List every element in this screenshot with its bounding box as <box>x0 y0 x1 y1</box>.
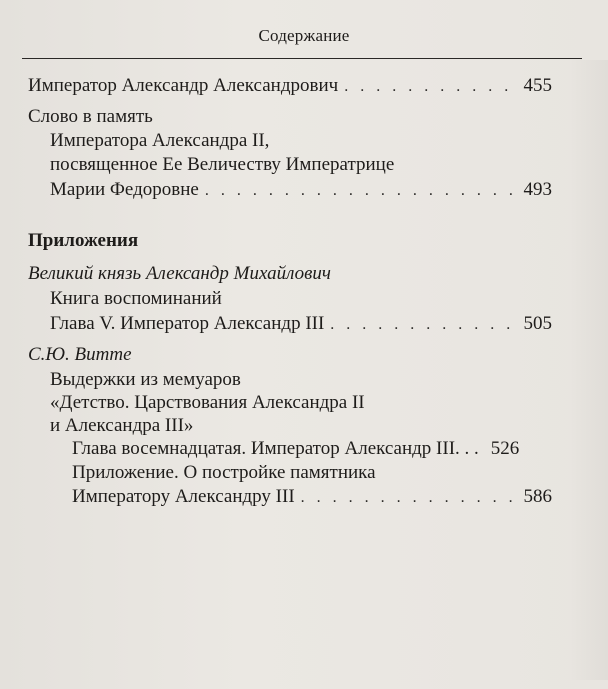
toc-entry-title: Глава восемнадцатая. Император Александр III. . . <box>72 438 479 459</box>
toc-entry-line: Книга воспоминаний <box>50 288 222 309</box>
toc-entry-line: Слово в память <box>28 106 153 127</box>
running-head: Содержание <box>258 26 350 45</box>
toc-entry-line: «Детство. Царствования Александра II <box>50 392 365 413</box>
toc-page-number: 526 <box>490 438 520 459</box>
toc-entry-line: Приложение. О постройке памятника <box>72 462 376 483</box>
toc-entry <box>28 74 552 99</box>
dot-leader <box>205 179 520 203</box>
dot-leader <box>344 75 519 99</box>
toc-page-number: 505 <box>523 313 552 334</box>
toc-page-number: 493 <box>523 179 552 200</box>
toc-entry <box>72 485 552 510</box>
dot-leader <box>301 486 520 510</box>
show-through-shadow <box>568 60 608 680</box>
toc-author: С.Ю. Витте <box>28 344 132 365</box>
toc-entry <box>50 312 552 337</box>
toc-entry-title: Император Александр Александрович <box>28 75 339 96</box>
section-heading: Приложения <box>28 230 139 251</box>
header-rule <box>22 58 582 59</box>
dot-leader <box>330 313 519 337</box>
toc-entry-title: Марии Федоровне <box>50 179 199 200</box>
toc-entry-line: Императора Александра II, <box>50 130 270 151</box>
toc-entry-line: Выдержки из мемуаров <box>50 369 241 390</box>
toc-entry-line: и Александра III» <box>50 415 194 436</box>
toc-entry-title: Глава V. Император Александр III <box>50 313 325 334</box>
toc-entry <box>50 178 552 203</box>
toc-entry-title: Императору Александру III <box>72 486 295 507</box>
toc-page-number: 455 <box>523 75 552 96</box>
toc-page-number: 586 <box>523 486 552 507</box>
toc-author: Великий князь Александр Михайлович <box>28 263 331 284</box>
toc-entry <box>72 437 552 461</box>
toc-entry-line: посвященное Ее Величеству Императрице <box>50 154 395 175</box>
